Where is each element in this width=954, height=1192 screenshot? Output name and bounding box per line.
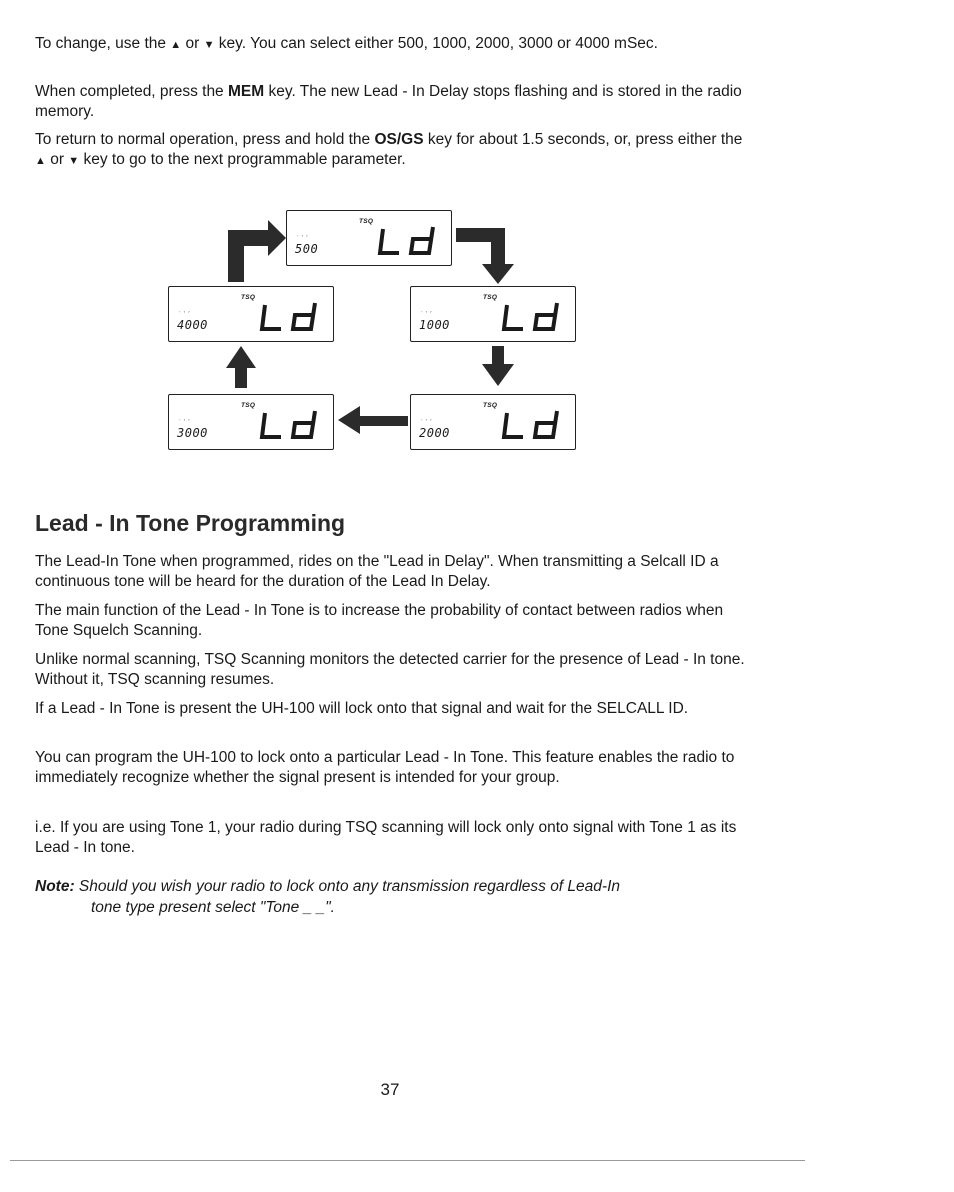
ld-segment-icon [499, 409, 569, 443]
section-heading-lead-in-tone: Lead - In Tone Programming [35, 510, 346, 536]
key-name: MEM [228, 83, 265, 100]
text-run: key. The new Lead - In Delay stops flashing and is stored in the radio memory. [35, 83, 742, 120]
lcd-display-2000 [410, 394, 576, 450]
tsq-indicator: TSQ [483, 294, 498, 301]
flash-marks-icon: ˙ˋˊ [421, 420, 434, 427]
arrow-4000-to-500 [228, 220, 286, 282]
delay-value: 4000 [177, 318, 208, 332]
paragraph-example-tone: i.e. If you are using Tone 1, your radio during TSQ scanning will lock only onto signal with Tone 1 as its Lead - In tone. [35, 819, 737, 856]
tsq-indicator: TSQ [359, 218, 374, 225]
arrow-2000-to-3000 [338, 406, 408, 434]
note-line-2: tone type present select "Tone _ _". [91, 899, 335, 916]
note [35, 876, 755, 918]
flash-marks-icon: ˙ˋˊ [421, 312, 434, 319]
ld-segment-icon [375, 225, 445, 259]
paragraph-lead-in-tone-intro: The Lead-In Tone when programmed, rides on the "Lead in Delay". When transmitting a Selcall ID a continuous tone will be heard for the duration of the Lead In Delay. [35, 553, 719, 590]
text-run: To change, use the [35, 35, 171, 52]
delay-value: 1000 [419, 318, 450, 332]
ld-segment-icon [499, 301, 569, 335]
arrow-key-icon: ▲ [35, 155, 46, 167]
tsq-indicator: TSQ [241, 294, 256, 301]
page-number: 37 [380, 1080, 400, 1099]
arrow-1000-to-2000 [482, 346, 514, 386]
delay-value: 2000 [419, 426, 450, 440]
text-run: key for about 1.5 seconds, or, press either the [423, 131, 743, 148]
lcd-display-500 [286, 210, 452, 266]
note-label: Note: [35, 878, 75, 895]
text-run: To return to normal operation, press and hold the [35, 131, 375, 148]
lcd-display-1000 [410, 286, 576, 342]
note-line-1: Should you wish your radio to lock onto any transmission regardless of Lead-In [78, 878, 620, 895]
ld-segment-icon [257, 409, 327, 443]
arrow-500-to-1000 [456, 228, 514, 284]
lcd-display-4000 [168, 286, 334, 342]
paragraph-lock-onto-signal: If a Lead - In Tone is present the UH-100 will lock onto that signal and wait for the SELCALL ID. [35, 700, 689, 717]
key-name: OS/GS [374, 131, 424, 148]
delay-value: 3000 [177, 426, 208, 440]
text-run: key. You can select either 500, 1000, 2000, 3000 or 4000 mSec. [214, 35, 658, 52]
arrow-3000-to-4000 [226, 346, 256, 388]
flash-marks-icon: ˙ˋˊ [179, 420, 192, 427]
arrow-key-icon: ▲ [170, 39, 182, 51]
paragraph-main-function: The main function of the Lead - In Tone is to increase the probability of contact between radios when Tone Squelch Scanning. [35, 602, 724, 639]
flash-marks-icon: ˙ˋˊ [297, 236, 310, 243]
delay-value: 500 [295, 242, 319, 256]
arrow-key-icon: ▼ [68, 155, 80, 167]
text-run: or [181, 35, 204, 52]
paragraph-tsq-scanning: Unlike normal scanning, TSQ Scanning monitors the detected carrier for the presence of Lead - In tone. Without it, TSQ scanning resumes. [35, 651, 745, 688]
arrow-key-icon: ▼ [203, 39, 215, 51]
bottom-rule [10, 1160, 805, 1161]
text-run: When completed, press the [35, 83, 228, 100]
text-run: or [45, 151, 69, 168]
text-run: key to go to the next programmable parameter. [79, 151, 406, 168]
flash-marks-icon: ˙ˋˊ [179, 312, 192, 319]
lcd-display-3000 [168, 394, 334, 450]
tsq-indicator: TSQ [483, 402, 498, 409]
paragraph-program-lock: You can program the UH-100 to lock onto a particular Lead - In Tone. This feature enables the radio to immediately recognize whether the signal present is intended for your group. [35, 749, 735, 786]
ld-segment-icon [257, 301, 327, 335]
tsq-indicator: TSQ [241, 402, 256, 409]
